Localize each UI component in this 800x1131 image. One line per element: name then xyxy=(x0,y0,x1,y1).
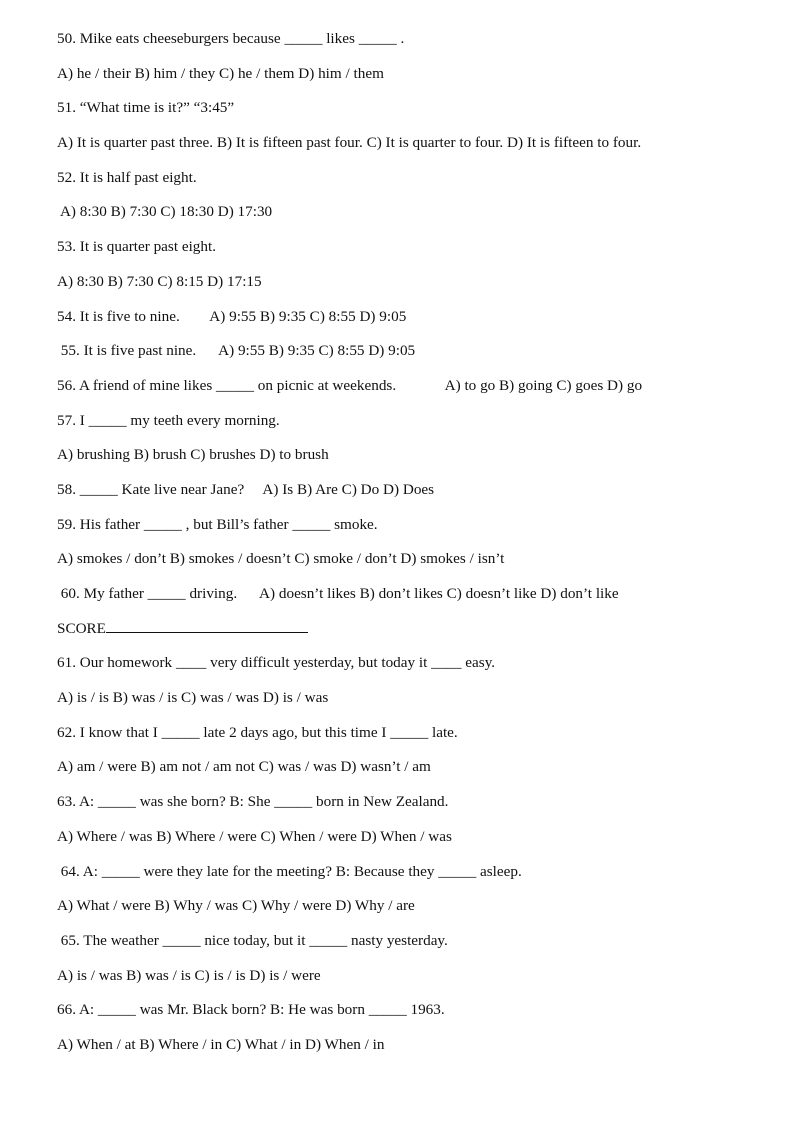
question-59: 59. His father _____ , but Bill’s father _____ smoke. xyxy=(57,515,378,533)
options-62: A) am / were B) am not / am not C) was / was D) wasn’t / am xyxy=(57,758,431,776)
question-62: 62. I know that I _____ late 2 days ago, but this time I _____ late. xyxy=(57,723,458,741)
options-53: A) 8:30 B) 7:30 C) 8:15 D) 17:15 xyxy=(57,272,262,290)
options-59: A) smokes / don’t B) smokes / doesn’t C) smoke / don’t D) smokes / isn’t xyxy=(57,550,505,568)
options-61: A) is / is B) was / is C) was / was D) is / was xyxy=(57,689,329,707)
question-65: 65. The weather _____ nice today, but it _____ nasty yesterday. xyxy=(57,931,448,949)
question-52: 52. It is half past eight. xyxy=(57,168,197,186)
question-56: 56. A friend of mine likes _____ on picnic at weekends. A) to go B) going C) goes D) go xyxy=(57,376,643,394)
options-51: A) It is quarter past three. B) It is fifteen past four. C) It is quarter to four. D) It is fifteen to four. xyxy=(57,134,642,152)
score-label: SCORE xyxy=(57,619,106,637)
question-51: 51. “What time is it?” “3:45” xyxy=(57,99,235,117)
question-66: 66. A: _____ was Mr. Black born? B: He was born _____ 1963. xyxy=(57,1001,445,1019)
score-blank xyxy=(106,617,308,633)
question-61: 61. Our homework ____ very difficult yesterday, but today it ____ easy. xyxy=(57,654,496,672)
options-52: A) 8:30 B) 7:30 C) 18:30 D) 17:30 xyxy=(57,203,273,221)
question-64: 64. A: _____ were they late for the meeting? B: Because they _____ asleep. xyxy=(57,862,522,880)
score-line xyxy=(57,616,777,651)
question-63: 63. A: _____ was she born? B: She _____ born in New Zealand. xyxy=(57,793,449,811)
question-55: 55. It is five past nine. A) 9:55 B) 9:35 C) 8:55 D) 9:05 xyxy=(57,342,416,360)
worksheet-page xyxy=(57,26,777,1067)
options-65: A) is / was B) was / is C) is / is D) is / were xyxy=(57,966,321,984)
options-57: A) brushing B) brush C) brushes D) to brush xyxy=(57,446,329,464)
options-64: A) What / were B) Why / was C) Why / were D) Why / are xyxy=(57,897,415,915)
options-63: A) Where / was B) Where / were C) When / were D) When / was xyxy=(57,827,452,845)
options-66: A) When / at B) Where / in C) What / in D) When / in xyxy=(57,1035,385,1053)
options-50: A) he / their B) him / they C) he / them D) him / them xyxy=(57,64,384,82)
question-58: 58. _____ Kate live near Jane? A) Is B) Are C) Do D) Does xyxy=(57,480,435,498)
question-60: 60. My father _____ driving. A) doesn’t likes B) don’t likes C) doesn’t like D) don’t like xyxy=(57,585,619,602)
question-53: 53. It is quarter past eight. xyxy=(57,238,217,256)
question-54: 54. It is five to nine. A) 9:55 B) 9:35 C) 8:55 D) 9:05 xyxy=(57,307,407,325)
question-57: 57. I _____ my teeth every morning. xyxy=(57,411,280,429)
question-50: 50. Mike eats cheeseburgers because _____ likes _____ . xyxy=(57,30,405,47)
